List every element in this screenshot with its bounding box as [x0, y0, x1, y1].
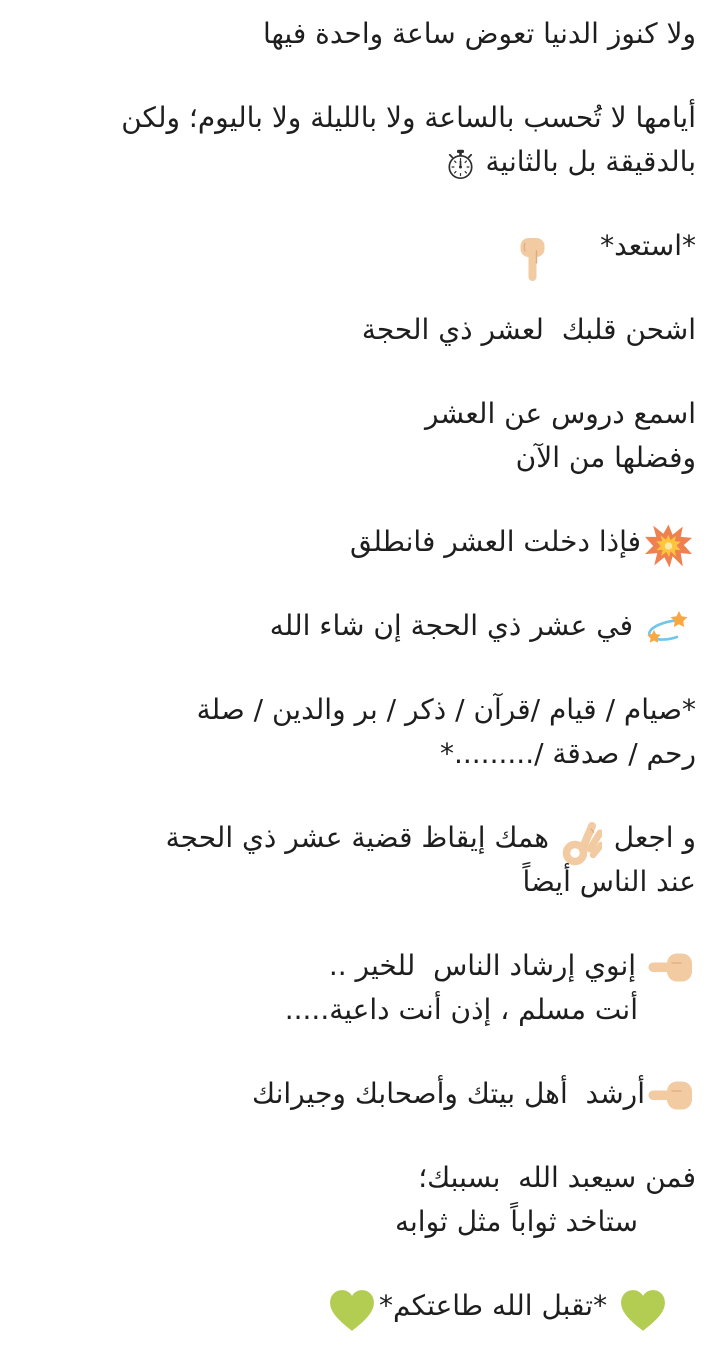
paragraph	[18, 1284, 696, 1328]
text-line	[18, 12, 696, 56]
paragraph	[18, 224, 696, 268]
text-run: أنت مسلم ، إذن أنت داعية.....	[284, 993, 638, 1026]
text-line	[18, 688, 696, 732]
paragraph	[18, 12, 696, 56]
text-line	[18, 1284, 670, 1328]
paragraph	[18, 604, 696, 648]
text-run: *تقبل الله طاعتكم*	[379, 1289, 616, 1322]
paragraph	[18, 392, 696, 480]
paragraph	[18, 1072, 696, 1116]
text-run: أرشد أهل بيتك وأصحابك وجيرانك	[252, 1077, 645, 1110]
text-line	[18, 96, 696, 140]
text-line	[18, 732, 696, 776]
text-run: و اجعل	[604, 821, 696, 854]
text-run: رحم / صدقة /.........*	[439, 737, 696, 770]
text-line	[18, 140, 696, 184]
text-line	[18, 860, 696, 904]
text-run: وفضلها من الآن	[515, 441, 696, 474]
text-line	[18, 604, 696, 648]
dizzy-icon	[636, 609, 693, 647]
stopwatch-icon	[447, 149, 474, 180]
backhand-index-pointing-left-icon	[648, 952, 693, 983]
text-line	[18, 1072, 696, 1116]
text-line	[18, 816, 696, 860]
paragraph	[18, 816, 696, 904]
text-run: ولا كنوز الدنيا تعوض ساعة واحدة فيها	[262, 17, 696, 50]
collision-icon	[644, 523, 693, 569]
text-line	[18, 392, 696, 436]
text-run: عند الناس أيضاً	[522, 865, 696, 898]
text-run: اشحن قلبك لعشر ذي الحجة	[361, 313, 696, 346]
paragraph	[18, 688, 696, 776]
paragraph	[18, 520, 696, 564]
text-run: همك إيقاظ قضية عشر ذي الحجة	[165, 821, 558, 854]
text-run: بالدقيقة بل بالثانية	[476, 145, 696, 178]
text-run: اسمع دروس عن العشر	[425, 397, 696, 430]
text-run: *صيام / قيام /قرآن / ذكر / بر والدين / صلة	[196, 693, 696, 726]
text-line	[18, 944, 696, 988]
text-line	[18, 988, 638, 1032]
backhand-index-pointing-left-icon	[648, 1080, 693, 1111]
backhand-index-pointing-down-icon	[519, 237, 546, 283]
text-line	[18, 520, 696, 564]
text-run: إنوي إرشاد الناس للخير ..	[328, 949, 645, 982]
paragraph	[18, 96, 696, 184]
green-heart-icon	[328, 1289, 376, 1333]
paragraph	[18, 944, 696, 1032]
text-content	[18, 12, 696, 1328]
text-run: فإذا دخلت العشر فانطلق	[350, 525, 641, 558]
ok-hand-icon	[561, 821, 602, 866]
text-line	[18, 224, 696, 268]
text-run: أيامها لا تُحسب بالساعة ولا بالليلة ولا باليوم؛ ولكن	[121, 101, 696, 134]
text-line	[18, 1156, 696, 1200]
text-run: ستاخد ثواباً مثل ثوابه	[394, 1205, 638, 1238]
text-run: في عشر ذي الحجة إن شاء الله	[269, 609, 633, 642]
text-line	[18, 308, 696, 352]
text-line	[18, 1200, 638, 1244]
text-run: *استعد*	[600, 229, 696, 262]
green-heart-icon	[619, 1289, 667, 1333]
paragraph	[18, 1156, 696, 1244]
paragraph	[18, 308, 696, 352]
text-run: فمن سيعبد الله بسببك؛	[418, 1161, 696, 1194]
text-line	[18, 436, 696, 480]
